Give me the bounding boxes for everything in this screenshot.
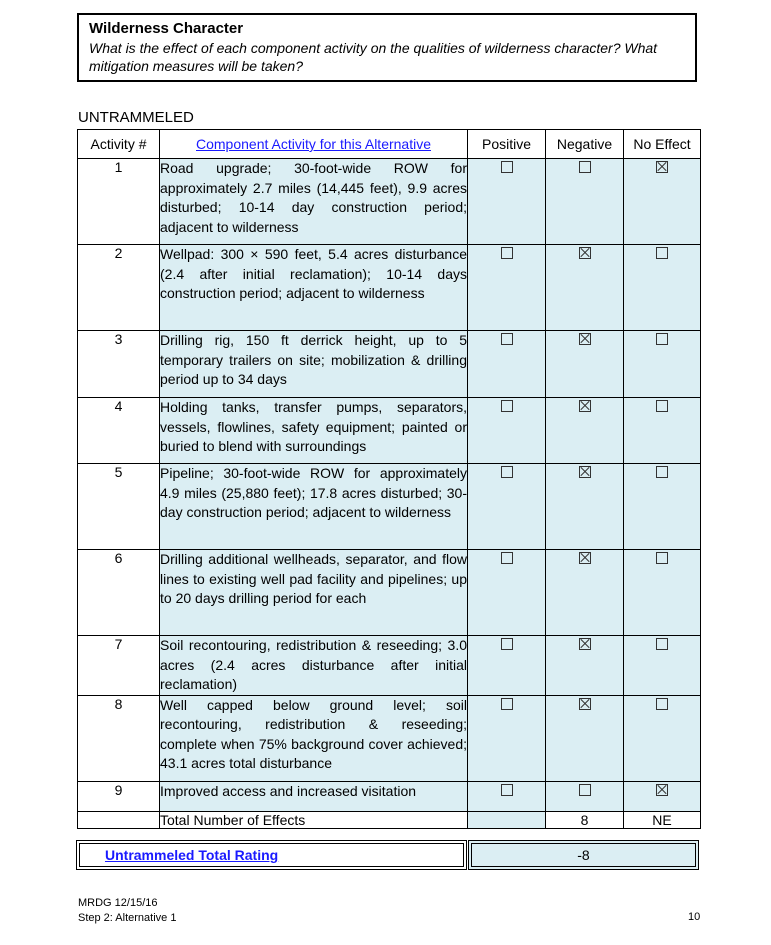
footer-line-1: MRDG 12/15/16 [78,897,158,909]
table-row [78,695,701,781]
positive-checkbox[interactable] [501,638,513,650]
table-row [78,464,701,550]
col-component-header[interactable] [160,130,468,159]
section-title: UNTRAMMELED [78,109,194,126]
rating-label-box [76,840,467,870]
table-row [78,331,701,398]
activity-number: 3 [78,331,160,398]
activity-description: Holding tanks, transfer pumps, separators, vessels, flowlines, safety equipment; painted or buried to blend with surroundings [160,398,468,464]
negative-checkbox[interactable] [579,161,591,173]
activity-description: Improved access and increased visitation [160,781,468,811]
positive-checkbox[interactable] [501,784,513,796]
positive-checkbox[interactable] [501,552,513,564]
positive-checkbox[interactable] [501,247,513,259]
negative-checkbox[interactable] [579,466,591,478]
table-row [78,245,701,331]
activity-number: 2 [78,245,160,331]
activity-description: Soil recontouring, redistribution & reseeding; 3.0 acres (2.4 acres disturbance after initial reclamation) [160,636,468,696]
activity-number: 9 [78,781,160,811]
activity-number: 5 [78,464,160,550]
table-row [78,781,701,811]
noeffect-checkbox[interactable] [656,784,668,796]
negative-checkbox[interactable] [579,333,591,345]
table-row [78,550,701,636]
activity-description: Pipeline; 30-foot-wide ROW for approximately 4.9 miles (25,880 feet); 17.8 acres disturbed; 30-day construction period; adjacent to wilderness [160,464,468,550]
col-noeffect-header: No Effect [624,130,701,159]
positive-checkbox[interactable] [501,400,513,412]
wilderness-character-box [77,13,697,82]
table-row [78,159,701,245]
noeffect-checkbox[interactable] [656,247,668,259]
table-row [78,636,701,696]
page-footer [78,896,176,926]
table-row [78,398,701,464]
positive-checkbox[interactable] [501,466,513,478]
activity-number: 6 [78,550,160,636]
noeffect-checkbox[interactable] [656,552,668,564]
negative-checkbox[interactable] [579,698,591,710]
negative-checkbox[interactable] [579,638,591,650]
activity-number: 7 [78,636,160,696]
activity-number: 8 [78,695,160,781]
total-negative: 8 [546,811,624,828]
col-positive-header: Positive [468,130,546,159]
activity-description: Drilling rig, 150 ft derrick height, up to 5 temporary trailers on site; mobilization & drilling period up to 34 days [160,331,468,398]
negative-checkbox[interactable] [579,552,591,564]
noeffect-checkbox[interactable] [656,466,668,478]
negative-checkbox[interactable] [579,400,591,412]
activity-description: Wellpad: 300 × 590 feet, 5.4 acres disturbance (2.4 after initial reclamation); 10-14 days construction period; adjacent to wilderness [160,245,468,331]
activity-number: 1 [78,159,160,245]
negative-checkbox[interactable] [579,784,591,796]
header-question: What is the effect of each component activity on the qualities of wilderness character? What mitigation measures will be taken? [89,40,658,74]
positive-checkbox[interactable] [501,161,513,173]
noeffect-checkbox[interactable] [656,161,668,173]
positive-checkbox[interactable] [501,333,513,345]
footer-line-2: Step 2: Alternative 1 [78,912,177,924]
positive-checkbox[interactable] [501,698,513,710]
rating-label-link[interactable]: Untrammeled Total Rating [105,847,279,863]
activity-number: 4 [78,398,160,464]
header-title: Wilderness Character [89,20,244,37]
page-number: 10 [688,911,701,923]
activity-description: Drilling additional wellheads, separator, and flow lines to existing well pad facility and pipelines; up to 20 days drilling period for each [160,550,468,636]
activity-description: Well capped below ground level; soil recontouring, redistribution & reseeding; complete when 75% background cover achieved; 43.1 acres total disturbance [160,695,468,781]
col-activity-header: Activity # [78,130,160,159]
rating-value: -8 [577,847,590,863]
total-noeffect: NE [624,811,701,828]
noeffect-checkbox[interactable] [656,333,668,345]
component-activity-link[interactable]: Component Activity for this Alternative [196,136,431,152]
rating-value-box [468,840,699,870]
total-label: Total Number of Effects [160,811,468,828]
total-row [78,811,701,828]
col-negative-header: Negative [546,130,624,159]
negative-checkbox[interactable] [579,247,591,259]
effects-table [77,129,701,829]
noeffect-checkbox[interactable] [656,698,668,710]
noeffect-checkbox[interactable] [656,638,668,650]
noeffect-checkbox[interactable] [656,400,668,412]
activity-description: Road upgrade; 30-foot-wide ROW for approximately 2.7 miles (14,445 feet), 9.9 acres disturbed; 10-14 day construction period; adjacent to wilderness [160,159,468,245]
table-header-row [78,130,701,159]
